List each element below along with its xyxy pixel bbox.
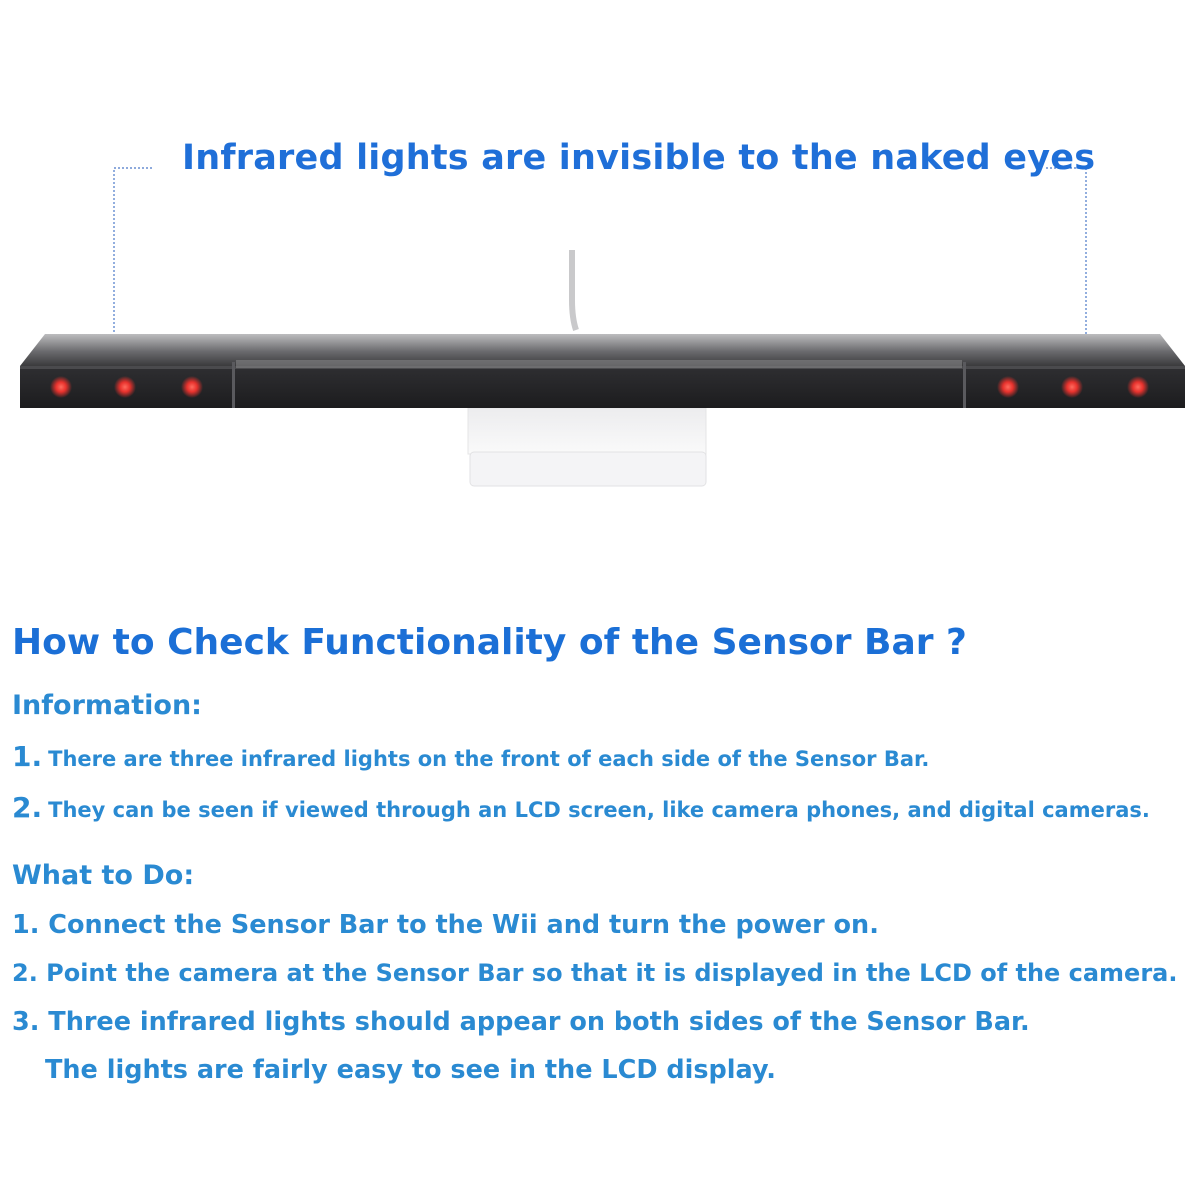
infrared-light	[1127, 376, 1149, 398]
cable	[572, 250, 576, 330]
page-title: How to Check Functionality of the Sensor Bar ?	[12, 622, 967, 663]
infrared-light	[114, 376, 136, 398]
step-continuation: The lights are fairly easy to see in the LCD display.	[45, 1055, 776, 1085]
infrared-caption: Infrared lights are invisible to the naked eyes	[182, 138, 1096, 178]
infrared-light	[997, 376, 1019, 398]
infrared-light	[1061, 376, 1083, 398]
item-text: They can be seen if viewed through an LCD screen, like camera phones, and digital cameras.	[48, 798, 1150, 822]
what-to-do-heading: What to Do:	[12, 860, 195, 891]
item-number: 1.	[12, 740, 43, 773]
step-item: 1. Connect the Sensor Bar to the Wii and turn the power on.	[12, 910, 879, 940]
infrared-light	[181, 376, 203, 398]
information-item	[12, 740, 929, 773]
information-item	[12, 791, 1150, 824]
step-item: 3. Three infrared lights should appear on both sides of the Sensor Bar.	[12, 1007, 1030, 1037]
clear-stand	[468, 408, 706, 486]
item-number: 2.	[12, 791, 43, 824]
sensor-bar-illustration	[0, 0, 1200, 540]
information-heading: Information:	[12, 690, 202, 721]
step-item: 2. Point the camera at the Sensor Bar so that it is displayed in the LCD of the camera.	[12, 959, 1178, 987]
infrared-light	[50, 376, 72, 398]
item-text: There are three infrared lights on the front of each side of the Sensor Bar.	[48, 747, 930, 771]
